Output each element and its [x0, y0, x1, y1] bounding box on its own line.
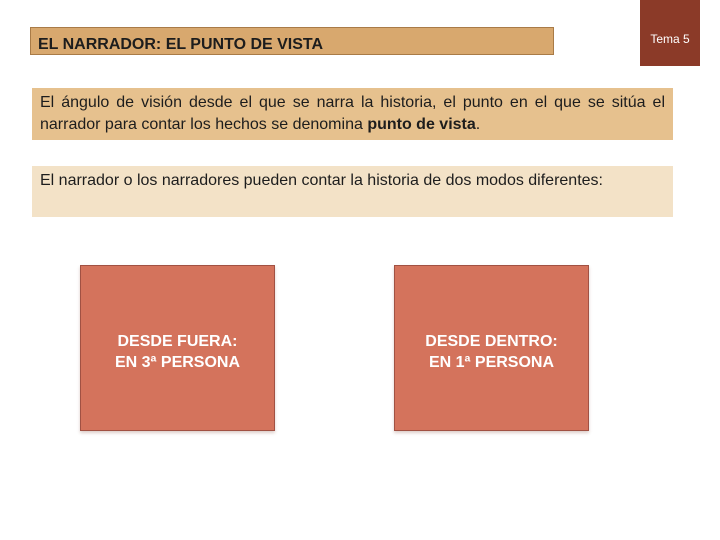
modes-text: El narrador o los narradores pueden contar la historia de dos modos diferentes:	[40, 172, 603, 189]
first-person-line1: DESDE DENTRO:	[425, 333, 558, 350]
third-person-line2: EN 3ª PERSONA	[114, 354, 241, 371]
definition-text: El ángulo de visión desde el que se narra la historia, el punto en el que se sitúa el narrador para contar los hechos se denomina	[40, 94, 665, 133]
modes-panel	[32, 166, 673, 217]
definition-term: punto de vista	[367, 116, 476, 133]
third-person-line1: DESDE FUERA:	[117, 333, 238, 350]
definition-panel	[32, 88, 673, 140]
slide-title-text: EL NARRADOR: EL PUNTO DE VISTA	[38, 36, 324, 53]
topic-badge	[640, 0, 700, 66]
topic-badge-text: Tema 5	[650, 32, 690, 46]
first-person-card	[394, 265, 589, 431]
slide-title	[30, 27, 554, 55]
definition-end: .	[475, 116, 481, 133]
first-person-line2: EN 1ª PERSONA	[428, 354, 555, 371]
third-person-card	[80, 265, 275, 431]
